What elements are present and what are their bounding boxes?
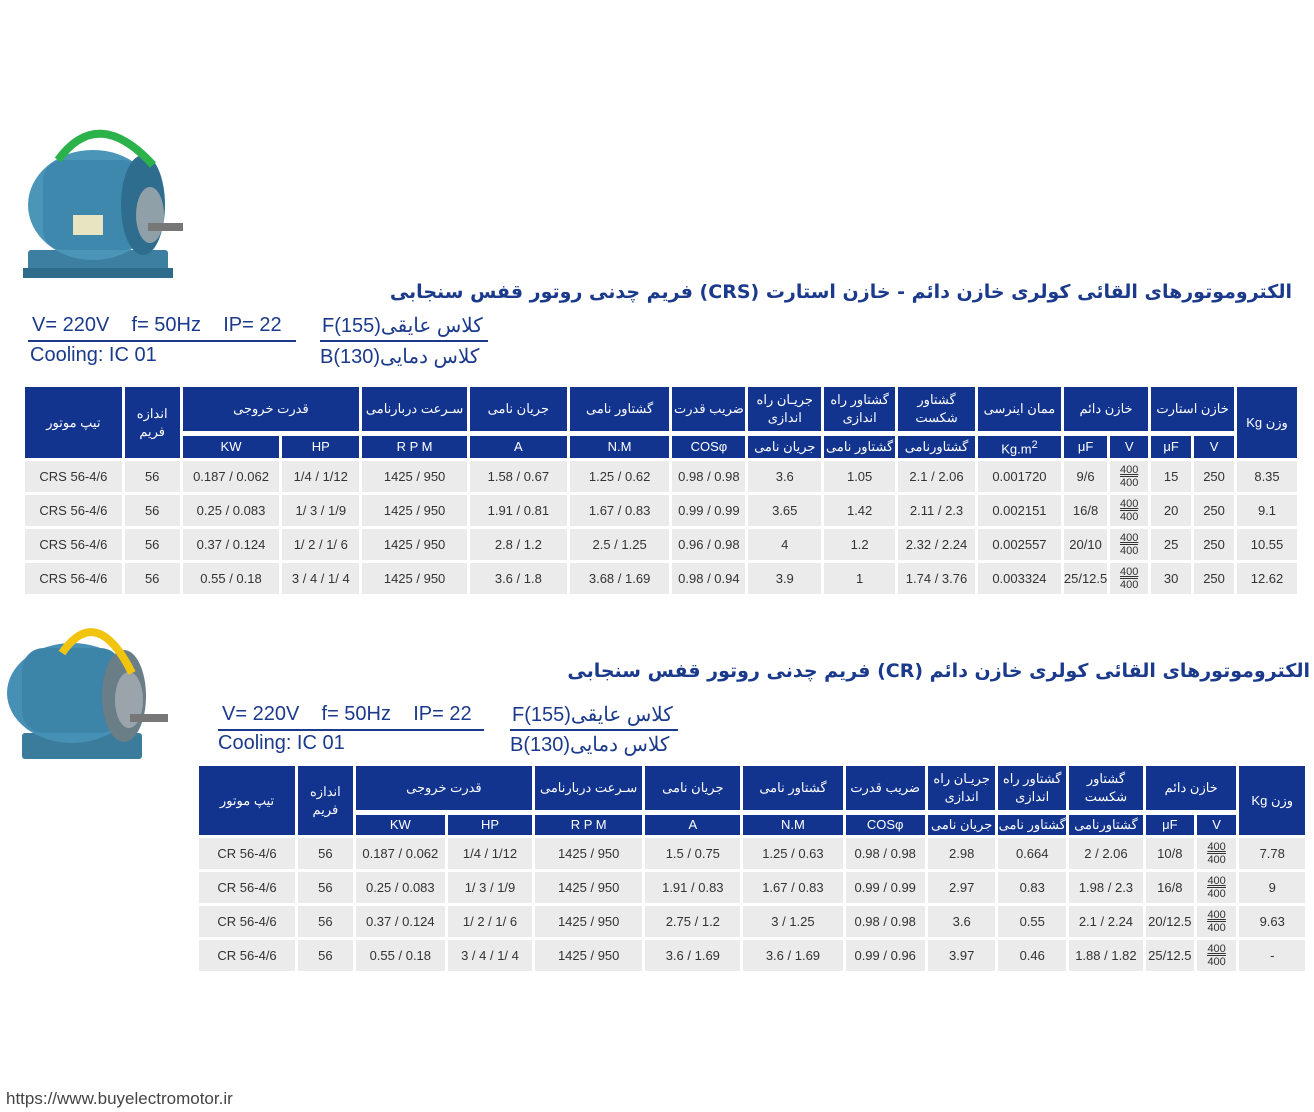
- cell-nm: 2.5 / 1.25: [570, 529, 670, 560]
- col-break-torque-sub: گشتاورنامی: [898, 434, 975, 458]
- cell-start-torque: 1.42: [824, 495, 895, 526]
- col-frame: اندازه فریم: [298, 766, 353, 835]
- cell-start-current: 3.6: [748, 461, 821, 492]
- cell-kw: 0.187 / 0.062: [183, 461, 280, 492]
- cell-weight: -: [1239, 940, 1305, 971]
- spec-cooling-crs: Cooling: IC 01: [30, 344, 157, 366]
- cell-run-v: $\frac{400}{400}$: [1110, 461, 1148, 492]
- cell-cos: 0.99 / 0.99: [672, 495, 745, 526]
- cell-nm: 3.6 / 1.69: [743, 940, 842, 971]
- temperature-class-cr: کلاس دماییB(130): [510, 734, 670, 756]
- col-start-capacitor: خازن استارت: [1151, 387, 1234, 431]
- col-run-v: V: [1197, 813, 1237, 835]
- cell-cos: 0.96 / 0.98: [672, 529, 745, 560]
- cell-hp: 1/4 / 1/12: [282, 461, 359, 492]
- col-start-current-sub: جریان نامی: [928, 813, 996, 835]
- cell-start-torque: 0.83: [998, 872, 1066, 903]
- cell-kw: 0.55 / 0.18: [183, 563, 280, 594]
- cell-rpm: 1425 / 950: [535, 906, 642, 937]
- col-cos: COSφ: [846, 813, 925, 835]
- cell-amp: 1.91 / 0.83: [645, 872, 740, 903]
- spec-cooling-cr: Cooling: IC 01: [218, 732, 345, 754]
- col-start-torque: گشتاور راه اندازی: [998, 766, 1066, 810]
- cell-run-uf: 25/12.5: [1146, 940, 1194, 971]
- col-nm: N.M: [570, 434, 670, 458]
- cell-nm: 3 / 1.25: [743, 906, 842, 937]
- cell-kw: 0.25 / 0.083: [183, 495, 280, 526]
- col-run-capacitor: خازن دائم: [1064, 387, 1148, 431]
- footer-url[interactable]: https://www.buyelectromotor.ir: [6, 1089, 233, 1108]
- cell-run-v: $\frac{400}{400}$: [1110, 495, 1148, 526]
- cell-hp: 3 / 4 / 1/ 4: [448, 940, 532, 971]
- cell-cos: 0.99 / 0.96: [846, 940, 925, 971]
- cell-run-v: $\frac{400}{400}$: [1197, 940, 1237, 971]
- table-row: [25, 495, 1297, 526]
- col-amp: A: [645, 813, 740, 835]
- cell-rpm: 1425 / 950: [535, 838, 642, 869]
- spec-table-cr: [196, 763, 1308, 974]
- section-title-crs: الکتروموتورهای القائی کولری خازن دائم - خازن استارت (CRS) فریم چدنی روتور قفس سنجابی: [389, 281, 1292, 303]
- cell-hp: 1/ 2 / 1/ 6: [448, 906, 532, 937]
- col-weight: وزن Kg: [1237, 387, 1297, 458]
- col-start-torque-sub: گشتاور نامی: [824, 434, 895, 458]
- col-kw: KW: [183, 434, 280, 458]
- cell-cos: 0.98 / 0.98: [846, 906, 925, 937]
- cell-frame: 56: [298, 906, 353, 937]
- col-hp: HP: [282, 434, 359, 458]
- cell-amp: 1.58 / 0.67: [470, 461, 567, 492]
- cell-break-torque: 2.1 / 2.06: [898, 461, 975, 492]
- cell-start-v: 250: [1194, 461, 1234, 492]
- cell-weight: 9.1: [1237, 495, 1297, 526]
- cell-type: CR 56-4/6: [199, 940, 295, 971]
- cell-type: CR 56-4/6: [199, 838, 295, 869]
- cell-weight: 9.63: [1239, 906, 1305, 937]
- cell-start-torque: 0.664: [998, 838, 1066, 869]
- table-row: [25, 529, 1297, 560]
- col-run-v: V: [1110, 434, 1148, 458]
- table-row: [25, 461, 1297, 492]
- col-frame: اندازه فریم: [125, 387, 180, 458]
- cell-run-uf: 16/8: [1146, 872, 1194, 903]
- cell-weight: 8.35: [1237, 461, 1297, 492]
- col-break-torque-sub: گشتاورنامی: [1069, 813, 1143, 835]
- cell-break-torque: 1.98 / 2.3: [1069, 872, 1143, 903]
- cell-run-v: $\frac{400}{400}$: [1197, 838, 1237, 869]
- col-start-current: جریـان راه اندازی: [928, 766, 996, 810]
- col-cos: COSφ: [672, 434, 745, 458]
- col-speed: سـرعت دربارنامی: [535, 766, 642, 810]
- spec-table-crs: [22, 384, 1300, 597]
- table-row: [199, 872, 1305, 903]
- col-current: جریان نامی: [645, 766, 740, 810]
- cell-amp: 2.8 / 1.2: [470, 529, 567, 560]
- cell-kw: 0.37 / 0.124: [356, 906, 445, 937]
- cell-run-v: $\frac{400}{400}$: [1110, 529, 1148, 560]
- cell-run-uf: 9/6: [1064, 461, 1107, 492]
- table-row: [25, 563, 1297, 594]
- motor-image-crs: [18, 120, 190, 285]
- cell-frame: 56: [298, 838, 353, 869]
- cell-run-uf: 20/10: [1064, 529, 1107, 560]
- col-start-current: جریـان راه اندازی: [748, 387, 821, 431]
- cell-run-v: $\frac{400}{400}$: [1110, 563, 1148, 594]
- cell-break-torque: 2.32 / 2.24: [898, 529, 975, 560]
- cell-run-uf: 16/8: [1064, 495, 1107, 526]
- cell-start-uf: 20: [1151, 495, 1191, 526]
- cell-rpm: 1425 / 950: [362, 529, 467, 560]
- cell-rpm: 1425 / 950: [362, 563, 467, 594]
- cell-cos: 0.98 / 0.98: [846, 838, 925, 869]
- cell-break-torque: 1.88 / 1.82: [1069, 940, 1143, 971]
- cell-weight: 9: [1239, 872, 1305, 903]
- cell-cos: 0.98 / 0.98: [672, 461, 745, 492]
- cell-start-uf: 15: [1151, 461, 1191, 492]
- temperature-class-crs: کلاس دماییB(130): [320, 346, 480, 368]
- cell-kw: 0.187 / 0.062: [356, 838, 445, 869]
- col-hp: HP: [448, 813, 532, 835]
- cell-hp: 1/4 / 1/12: [448, 838, 532, 869]
- col-start-torque-sub: گشتاور نامی: [998, 813, 1066, 835]
- cell-nm: 1.67 / 0.83: [570, 495, 670, 526]
- cell-amp: 1.5 / 0.75: [645, 838, 740, 869]
- cell-frame: 56: [298, 872, 353, 903]
- col-nm: N.M: [743, 813, 842, 835]
- cell-amp: 3.6 / 1.8: [470, 563, 567, 594]
- motor-image-cr: [2, 618, 172, 768]
- cell-hp: 1/ 2 / 1/ 6: [282, 529, 359, 560]
- col-start-torque: گشتاور راه اندازی: [824, 387, 895, 431]
- cell-frame: 56: [298, 940, 353, 971]
- cell-start-v: 250: [1194, 495, 1234, 526]
- cell-rpm: 1425 / 950: [362, 495, 467, 526]
- col-type: تیپ موتور: [199, 766, 295, 835]
- cell-rpm: 1425 / 950: [535, 940, 642, 971]
- col-start-v: V: [1194, 434, 1234, 458]
- cell-inertia: 0.002557: [978, 529, 1061, 560]
- spec-electrical-crs: V= 220V f= 50Hz IP= 22: [32, 314, 282, 336]
- cell-weight: 12.62: [1237, 563, 1297, 594]
- col-break-torque: گشتاور شکست: [898, 387, 975, 431]
- section-title-cr: الکتروموتورهای القائی کولری خازن دائم (CR) فریم چدنی روتور قفس سنجابی: [567, 660, 1310, 682]
- col-speed: سـرعت دربارنامی: [362, 387, 467, 431]
- cell-start-torque: 0.55: [998, 906, 1066, 937]
- col-run-capacitor: خازن دائم: [1146, 766, 1237, 810]
- cell-break-torque: 1.74 / 3.76: [898, 563, 975, 594]
- cell-inertia: 0.001720: [978, 461, 1061, 492]
- cell-run-uf: 20/12.5: [1146, 906, 1194, 937]
- col-power-factor: ضریب قدرت: [846, 766, 925, 810]
- cell-start-torque: 1: [824, 563, 895, 594]
- cell-type: CRS 56-4/6: [25, 529, 122, 560]
- col-power: قدرت خروجی: [356, 766, 532, 810]
- table-row: [199, 906, 1305, 937]
- cell-frame: 56: [125, 495, 180, 526]
- divider: [510, 729, 678, 731]
- col-start-uf: μF: [1151, 434, 1191, 458]
- cell-hp: 1/ 3 / 1/9: [282, 495, 359, 526]
- table-row: [199, 940, 1305, 971]
- cell-rpm: 1425 / 950: [535, 872, 642, 903]
- cell-nm: 1.67 / 0.83: [743, 872, 842, 903]
- col-torque: گشتاور نامی: [570, 387, 670, 431]
- cell-hp: 3 / 4 / 1/ 4: [282, 563, 359, 594]
- cell-start-current: 4: [748, 529, 821, 560]
- cell-frame: 56: [125, 461, 180, 492]
- cell-nm: 1.25 / 0.63: [743, 838, 842, 869]
- col-torque: گشتاور نامی: [743, 766, 842, 810]
- cell-break-torque: 2 / 2.06: [1069, 838, 1143, 869]
- cell-start-v: 250: [1194, 529, 1234, 560]
- cell-type: CRS 56-4/6: [25, 495, 122, 526]
- cell-run-v: $\frac{400}{400}$: [1197, 906, 1237, 937]
- cell-amp: 1.91 / 0.81: [470, 495, 567, 526]
- cell-start-uf: 30: [1151, 563, 1191, 594]
- col-power-factor: ضریب قدرت: [672, 387, 745, 431]
- insulation-class-crs: کلاس عایقیF(155): [322, 315, 483, 337]
- cell-start-current: 3.65: [748, 495, 821, 526]
- cell-start-v: 250: [1194, 563, 1234, 594]
- cell-start-torque: 1.2: [824, 529, 895, 560]
- cell-break-torque: 2.11 / 2.3: [898, 495, 975, 526]
- cell-start-torque: 1.05: [824, 461, 895, 492]
- cell-start-current: 2.98: [928, 838, 996, 869]
- cell-weight: 7.78: [1239, 838, 1305, 869]
- cell-start-current: 3.9: [748, 563, 821, 594]
- col-rpm: R P M: [535, 813, 642, 835]
- cell-start-current: 3.6: [928, 906, 996, 937]
- col-rpm: R P M: [362, 434, 467, 458]
- cell-hp: 1/ 3 / 1/9: [448, 872, 532, 903]
- cell-start-uf: 25: [1151, 529, 1191, 560]
- col-weight: وزن Kg: [1239, 766, 1305, 835]
- col-type: تیپ موتور: [25, 387, 122, 458]
- col-power: قدرت خروجی: [183, 387, 360, 431]
- cell-kw: 0.25 / 0.083: [356, 872, 445, 903]
- table-row: [199, 838, 1305, 869]
- cell-frame: 56: [125, 563, 180, 594]
- cell-kw: 0.37 / 0.124: [183, 529, 280, 560]
- cell-type: CR 56-4/6: [199, 906, 295, 937]
- cell-weight: 10.55: [1237, 529, 1297, 560]
- cell-type: CR 56-4/6: [199, 872, 295, 903]
- cell-cos: 0.98 / 0.94: [672, 563, 745, 594]
- cell-start-current: 3.97: [928, 940, 996, 971]
- cell-break-torque: 2.1 / 2.24: [1069, 906, 1143, 937]
- cell-run-uf: 10/8: [1146, 838, 1194, 869]
- cell-start-current: 2.97: [928, 872, 996, 903]
- cell-nm: 1.25 / 0.62: [570, 461, 670, 492]
- cell-amp: 3.6 / 1.69: [645, 940, 740, 971]
- col-kw: KW: [356, 813, 445, 835]
- spec-electrical-cr: V= 220V f= 50Hz IP= 22: [222, 703, 472, 725]
- divider: [28, 340, 296, 342]
- cell-frame: 56: [125, 529, 180, 560]
- col-current: جریان نامی: [470, 387, 567, 431]
- col-run-uf: μF: [1146, 813, 1194, 835]
- divider: [320, 340, 488, 342]
- cell-nm: 3.68 / 1.69: [570, 563, 670, 594]
- col-inertia-unit: $Kg.m^2$: [978, 434, 1061, 458]
- col-start-current-sub: جریان نامی: [748, 434, 821, 458]
- divider: [218, 729, 484, 731]
- col-inertia: ممان اینرسی: [978, 387, 1061, 431]
- insulation-class-cr: کلاس عایقیF(155): [512, 704, 673, 726]
- cell-run-uf: 25/12.5: [1064, 563, 1107, 594]
- cell-type: CRS 56-4/6: [25, 461, 122, 492]
- cell-kw: 0.55 / 0.18: [356, 940, 445, 971]
- cell-cos: 0.99 / 0.99: [846, 872, 925, 903]
- cell-inertia: 0.003324: [978, 563, 1061, 594]
- col-run-uf: μF: [1064, 434, 1107, 458]
- cell-start-torque: 0.46: [998, 940, 1066, 971]
- cell-rpm: 1425 / 950: [362, 461, 467, 492]
- cell-inertia: 0.002151: [978, 495, 1061, 526]
- cell-run-v: $\frac{400}{400}$: [1197, 872, 1237, 903]
- cell-type: CRS 56-4/6: [25, 563, 122, 594]
- col-break-torque: گشتاور شکست: [1069, 766, 1143, 810]
- cell-amp: 2.75 / 1.2: [645, 906, 740, 937]
- col-amp: A: [470, 434, 567, 458]
